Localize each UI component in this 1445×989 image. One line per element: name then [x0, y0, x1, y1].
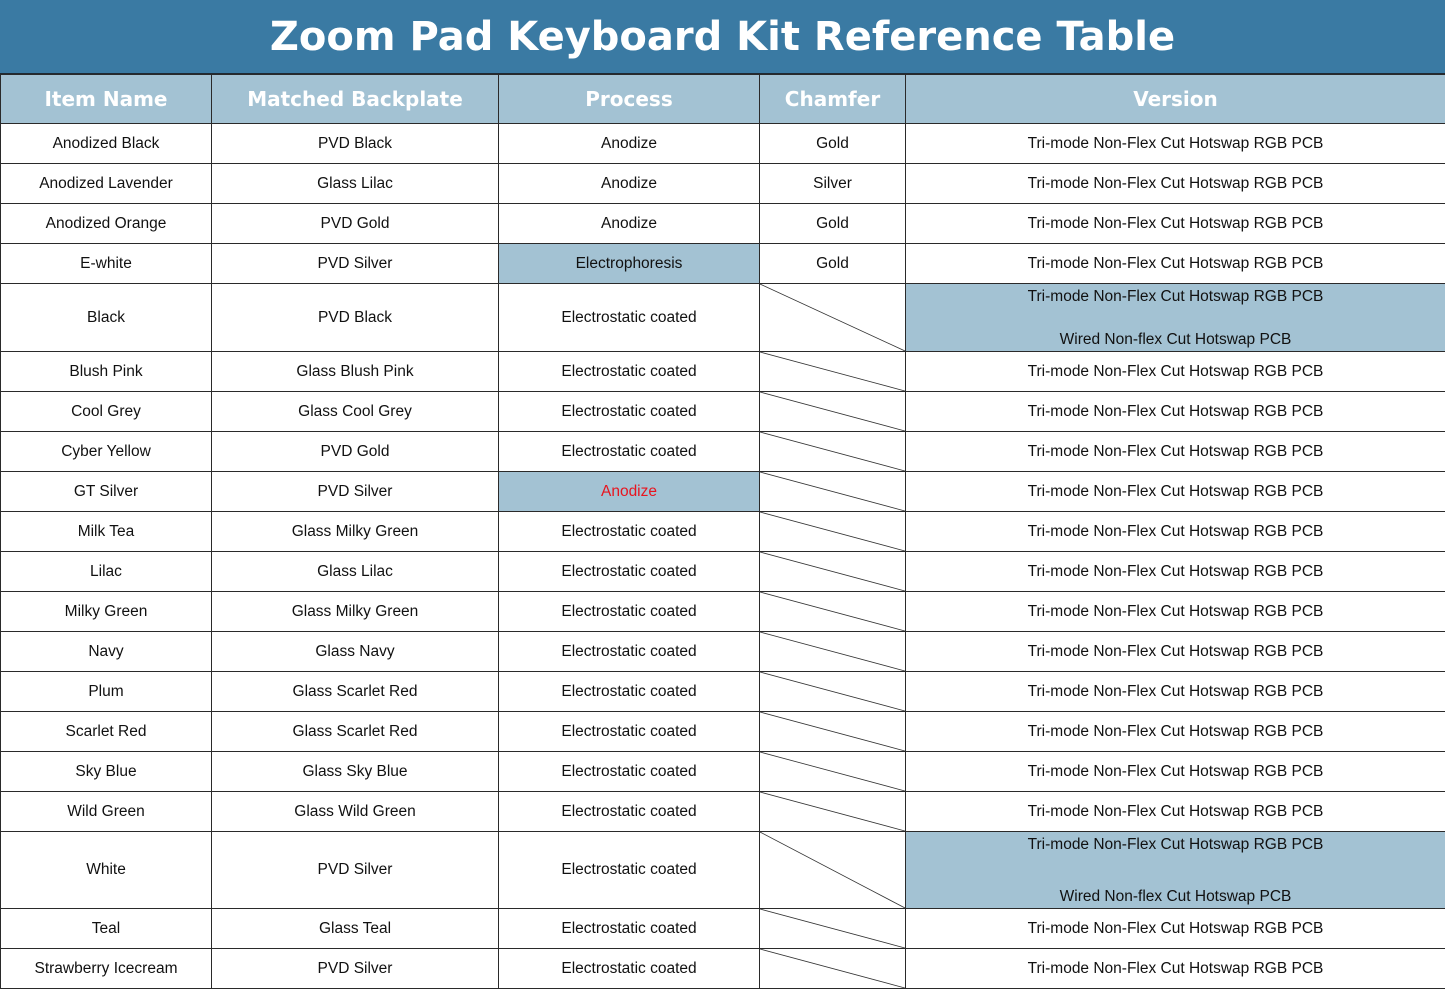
chamfer-cell-empty: [760, 352, 906, 392]
reference-table: [0, 74, 1445, 989]
backplate-cell: Glass Lilac: [212, 552, 499, 592]
chamfer-cell-empty: [760, 792, 906, 832]
backplate-cell: Glass Scarlet Red: [212, 712, 499, 752]
diagonal-slash: [760, 672, 905, 711]
table-row: [1, 592, 1445, 632]
chamfer-cell-empty: [760, 632, 906, 672]
process-cell: Anodize: [499, 204, 760, 244]
table-row: [1, 752, 1445, 792]
item-name-cell: Sky Blue: [1, 752, 212, 792]
process-cell: Electrostatic coated: [499, 792, 760, 832]
chamfer-cell-empty: [760, 552, 906, 592]
backplate-cell: Glass Navy: [212, 632, 499, 672]
version-cell: [906, 832, 1445, 909]
diagonal-slash: [760, 592, 905, 631]
table-row: [1, 284, 1445, 352]
item-name-cell: E-white: [1, 244, 212, 284]
backplate-cell: PVD Gold: [212, 204, 499, 244]
table-row: [1, 392, 1445, 432]
version-cell: Tri-mode Non-Flex Cut Hotswap RGB PCB: [906, 552, 1445, 592]
backplate-cell: Glass Lilac: [212, 164, 499, 204]
version-cell: Tri-mode Non-Flex Cut Hotswap RGB PCB: [906, 244, 1445, 284]
diagonal-slash: [760, 284, 905, 351]
table-row: [1, 552, 1445, 592]
diagonal-slash: [760, 909, 905, 948]
chamfer-cell-empty: [760, 832, 906, 909]
table-row: [1, 204, 1445, 244]
header-chamfer: Chamfer: [760, 75, 906, 124]
process-cell: Electrostatic coated: [499, 592, 760, 632]
backplate-cell: PVD Silver: [212, 244, 499, 284]
header-version: Version: [906, 75, 1445, 124]
process-cell: Electrophoresis: [499, 244, 760, 284]
item-name-cell: Teal: [1, 909, 212, 949]
process-cell: Electrostatic coated: [499, 512, 760, 552]
version-cell: Tri-mode Non-Flex Cut Hotswap RGB PCB: [906, 792, 1445, 832]
chamfer-cell-empty: [760, 712, 906, 752]
table-row: [1, 712, 1445, 752]
backplate-cell: Glass Wild Green: [212, 792, 499, 832]
backplate-cell: PVD Silver: [212, 832, 499, 909]
backplate-cell: PVD Silver: [212, 949, 499, 989]
item-name-cell: White: [1, 832, 212, 909]
backplate-cell: Glass Scarlet Red: [212, 672, 499, 712]
table-row: [1, 632, 1445, 672]
diagonal-slash: [760, 752, 905, 791]
item-name-cell: Cool Grey: [1, 392, 212, 432]
version-cell: Tri-mode Non-Flex Cut Hotswap RGB PCB: [906, 352, 1445, 392]
diagonal-slash: [760, 352, 905, 391]
process-cell: Electrostatic coated: [499, 632, 760, 672]
diagonal-slash: [760, 832, 905, 908]
diagonal-slash: [760, 712, 905, 751]
backplate-cell: PVD Gold: [212, 432, 499, 472]
backplate-cell: Glass Milky Green: [212, 512, 499, 552]
backplate-cell: Glass Cool Grey: [212, 392, 499, 432]
version-cell: Tri-mode Non-Flex Cut Hotswap RGB PCB: [906, 124, 1445, 164]
chamfer-cell: Gold: [760, 124, 906, 164]
version-cell: Tri-mode Non-Flex Cut Hotswap RGB PCB: [906, 632, 1445, 672]
process-cell: Electrostatic coated: [499, 752, 760, 792]
chamfer-cell-empty: [760, 592, 906, 632]
version-cell: Tri-mode Non-Flex Cut Hotswap RGB PCB: [906, 204, 1445, 244]
version-cell: Tri-mode Non-Flex Cut Hotswap RGB PCB: [906, 512, 1445, 552]
table-row: [1, 672, 1445, 712]
table-row: [1, 352, 1445, 392]
item-name-cell: Anodized Lavender: [1, 164, 212, 204]
table-row: [1, 909, 1445, 949]
chamfer-cell-empty: [760, 432, 906, 472]
header-matched-backplate: Matched Backplate: [212, 75, 499, 124]
table-row: [1, 164, 1445, 204]
diagonal-slash: [760, 792, 905, 831]
diagonal-slash: [760, 552, 905, 591]
item-name-cell: GT Silver: [1, 472, 212, 512]
process-cell: Anodize: [499, 472, 760, 512]
process-cell: Anodize: [499, 164, 760, 204]
header-item-name: Item Name: [1, 75, 212, 124]
process-cell: Electrostatic coated: [499, 672, 760, 712]
version-cell: Tri-mode Non-Flex Cut Hotswap RGB PCB: [906, 949, 1445, 989]
process-cell: Electrostatic coated: [499, 949, 760, 989]
diagonal-slash: [760, 632, 905, 671]
chamfer-cell-empty: [760, 672, 906, 712]
backplate-cell: PVD Silver: [212, 472, 499, 512]
process-cell: Electrostatic coated: [499, 284, 760, 352]
version-cell: [906, 284, 1445, 352]
process-cell: Electrostatic coated: [499, 909, 760, 949]
chamfer-cell: Gold: [760, 244, 906, 284]
item-name-cell: Wild Green: [1, 792, 212, 832]
item-name-cell: Anodized Black: [1, 124, 212, 164]
table-row: [1, 472, 1445, 512]
version-cell: Tri-mode Non-Flex Cut Hotswap RGB PCB: [906, 164, 1445, 204]
version-cell: Tri-mode Non-Flex Cut Hotswap RGB PCB: [906, 392, 1445, 432]
item-name-cell: Blush Pink: [1, 352, 212, 392]
chamfer-cell-empty: [760, 392, 906, 432]
version-lines: [906, 832, 1445, 908]
table-row: [1, 124, 1445, 164]
header-process: Process: [499, 75, 760, 124]
backplate-cell: PVD Black: [212, 284, 499, 352]
diagonal-slash: [760, 949, 905, 988]
diagonal-slash: [760, 512, 905, 551]
item-name-cell: Lilac: [1, 552, 212, 592]
header-row: [1, 75, 1445, 124]
process-cell: Electrostatic coated: [499, 832, 760, 909]
table-row: [1, 244, 1445, 284]
chamfer-cell-empty: [760, 284, 906, 352]
item-name-cell: Anodized Orange: [1, 204, 212, 244]
version-cell: Tri-mode Non-Flex Cut Hotswap RGB PCB: [906, 432, 1445, 472]
version-line: Wired Non-flex Cut Hotswap PCB: [906, 331, 1445, 349]
table-row: [1, 832, 1445, 909]
chamfer-cell: Silver: [760, 164, 906, 204]
diagonal-slash: [760, 472, 905, 511]
item-name-cell: Milky Green: [1, 592, 212, 632]
version-cell: Tri-mode Non-Flex Cut Hotswap RGB PCB: [906, 472, 1445, 512]
backplate-cell: Glass Sky Blue: [212, 752, 499, 792]
item-name-cell: Plum: [1, 672, 212, 712]
process-cell: Electrostatic coated: [499, 352, 760, 392]
backplate-cell: Glass Milky Green: [212, 592, 499, 632]
table-row: [1, 949, 1445, 989]
table-body: [1, 124, 1445, 989]
chamfer-cell-empty: [760, 752, 906, 792]
item-name-cell: Strawberry Icecream: [1, 949, 212, 989]
table-row: [1, 432, 1445, 472]
chamfer-cell-empty: [760, 472, 906, 512]
item-name-cell: Scarlet Red: [1, 712, 212, 752]
chamfer-cell-empty: [760, 949, 906, 989]
table-row: [1, 792, 1445, 832]
version-cell: Tri-mode Non-Flex Cut Hotswap RGB PCB: [906, 752, 1445, 792]
version-cell: Tri-mode Non-Flex Cut Hotswap RGB PCB: [906, 712, 1445, 752]
table-row: [1, 512, 1445, 552]
diagonal-slash: [760, 392, 905, 431]
item-name-cell: Black: [1, 284, 212, 352]
chamfer-cell-empty: [760, 512, 906, 552]
process-cell: Electrostatic coated: [499, 712, 760, 752]
process-cell: Electrostatic coated: [499, 552, 760, 592]
page-title: Zoom Pad Keyboard Kit Reference Table: [0, 0, 1445, 74]
version-line: Tri-mode Non-Flex Cut Hotswap RGB PCB: [906, 288, 1445, 306]
backplate-cell: Glass Teal: [212, 909, 499, 949]
version-lines: [906, 284, 1445, 351]
chamfer-cell-empty: [760, 909, 906, 949]
version-line: Tri-mode Non-Flex Cut Hotswap RGB PCB: [906, 836, 1445, 854]
version-cell: Tri-mode Non-Flex Cut Hotswap RGB PCB: [906, 672, 1445, 712]
item-name-cell: Navy: [1, 632, 212, 672]
version-cell: Tri-mode Non-Flex Cut Hotswap RGB PCB: [906, 909, 1445, 949]
item-name-cell: Cyber Yellow: [1, 432, 212, 472]
diagonal-slash: [760, 432, 905, 471]
version-cell: Tri-mode Non-Flex Cut Hotswap RGB PCB: [906, 592, 1445, 632]
backplate-cell: PVD Black: [212, 124, 499, 164]
process-cell: Electrostatic coated: [499, 392, 760, 432]
item-name-cell: Milk Tea: [1, 512, 212, 552]
backplate-cell: Glass Blush Pink: [212, 352, 499, 392]
chamfer-cell: Gold: [760, 204, 906, 244]
version-line: Wired Non-flex Cut Hotswap PCB: [906, 888, 1445, 906]
process-cell: Anodize: [499, 124, 760, 164]
process-cell: Electrostatic coated: [499, 432, 760, 472]
